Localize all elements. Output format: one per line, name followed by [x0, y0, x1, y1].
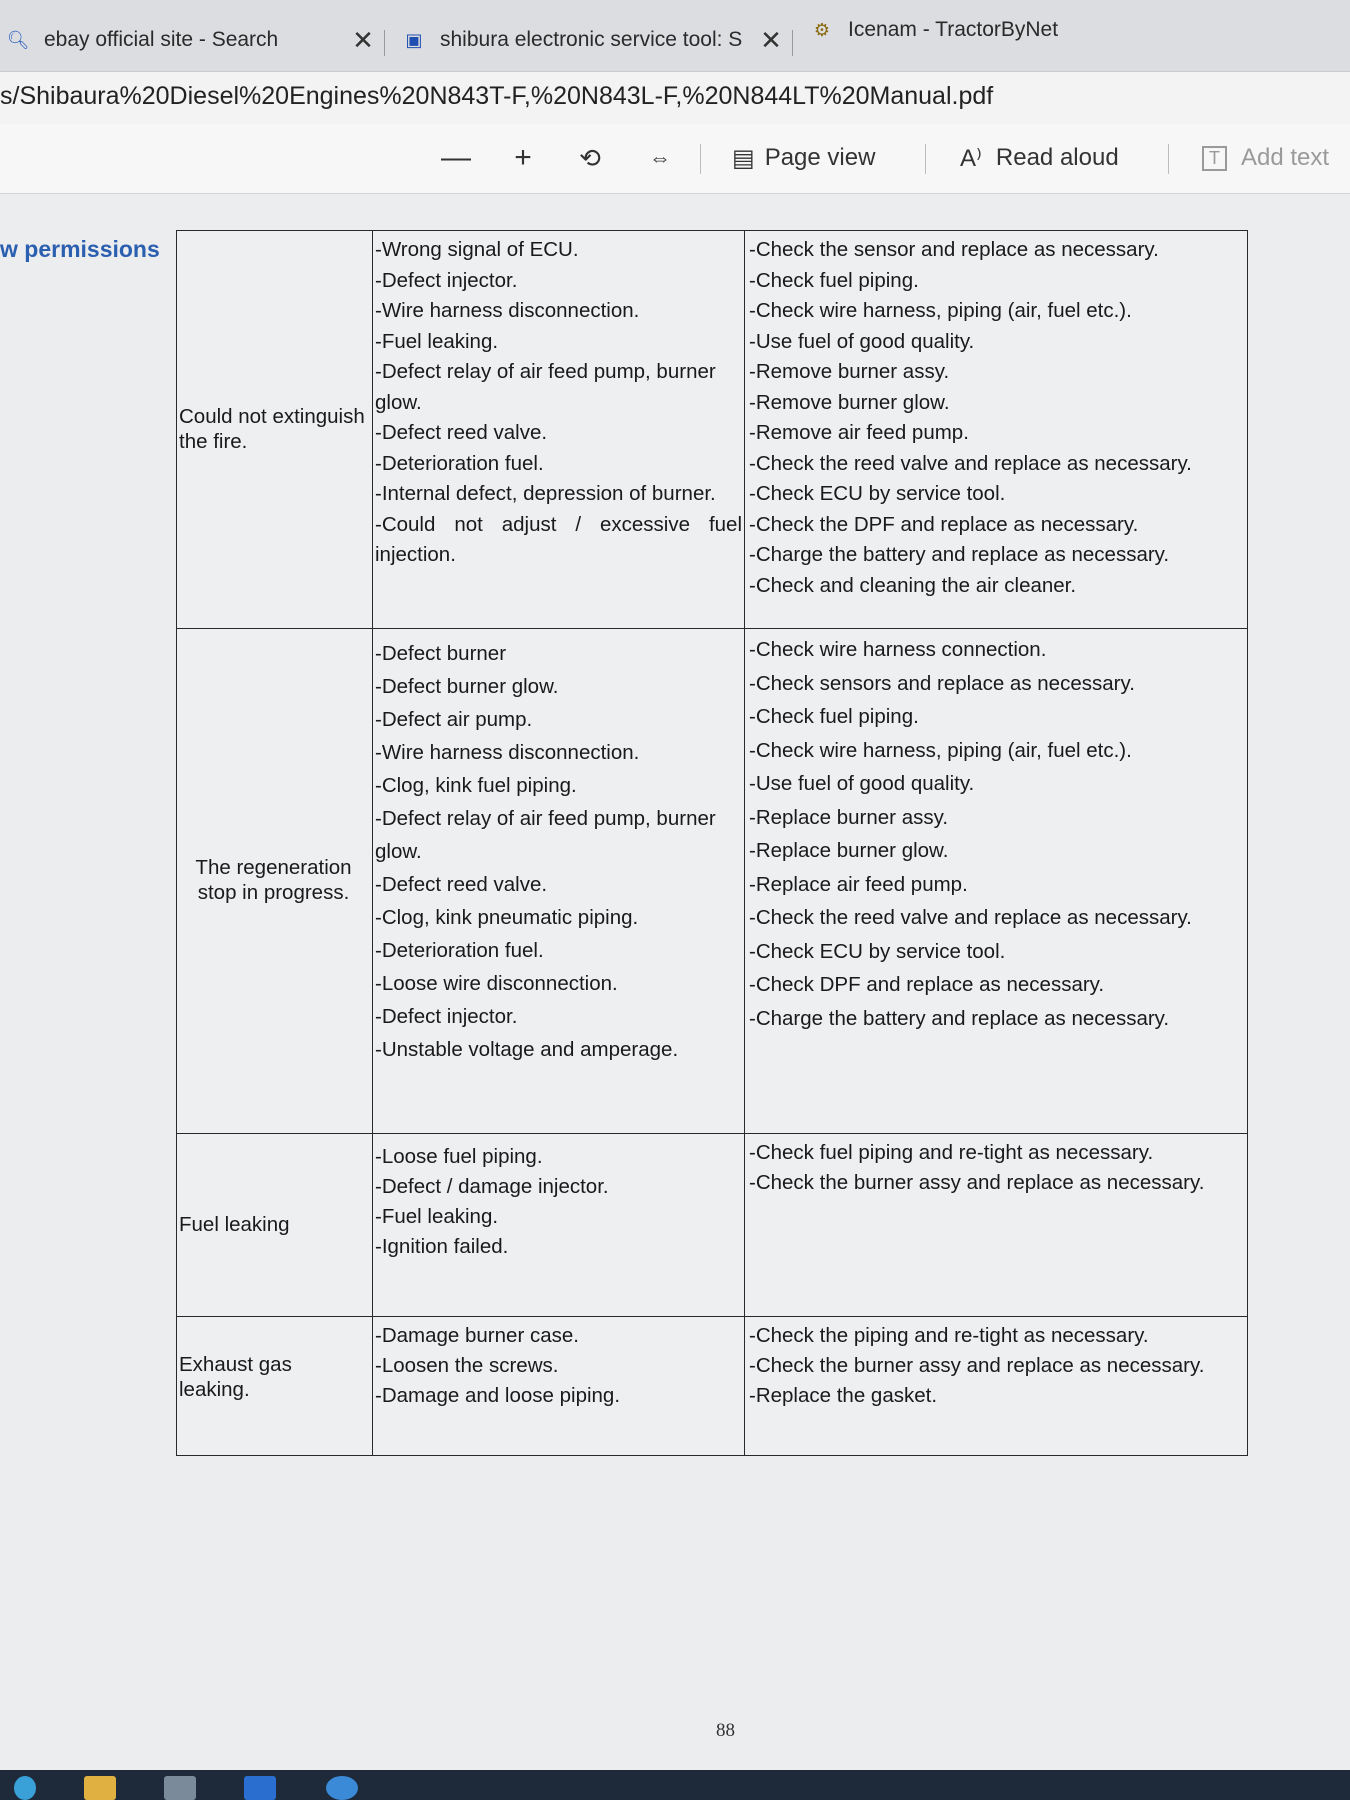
tab-separator — [792, 30, 793, 56]
cause-item: -Loosen the screws. — [375, 1354, 559, 1377]
remedy-item: -Replace burner assy. — [749, 805, 949, 829]
remedy-item: -Check the burner assy and replace as necessary. — [749, 1171, 1205, 1194]
read-aloud-label: Read aloud — [995, 144, 1119, 171]
remedy-item: -Check ECU by service tool. — [749, 482, 1006, 505]
close-tab-icon[interactable]: ✕ — [760, 24, 782, 55]
tab-title: Icenam - TractorByNet — [848, 18, 1059, 41]
add-text-icon: T — [1202, 146, 1227, 171]
address-bar[interactable] — [0, 72, 1350, 124]
remedy-item: -Check the piping and re-tight as necessary. — [749, 1324, 1149, 1347]
table-row — [177, 1134, 1248, 1317]
zoom-out-button[interactable]: — — [441, 141, 471, 174]
add-text-label: Add text — [1241, 144, 1330, 171]
remedy-item: -Use fuel of good quality. — [749, 772, 975, 795]
pdf-toolbar — [0, 124, 1350, 194]
remedy-item: -Check ECU by service tool. — [749, 939, 1006, 963]
fit-to-width-icon[interactable]: ⇔ — [649, 145, 671, 170]
toolbar-separator — [1168, 144, 1169, 174]
remedies-cell — [745, 629, 1248, 1134]
tab-shibura-service-tool[interactable] — [396, 14, 786, 66]
remedies-cell — [745, 1134, 1248, 1317]
cause-item: -Damage burner case. — [375, 1324, 579, 1347]
cause-item: -Wire harness disconnection. — [375, 741, 640, 764]
toolbar-separator — [700, 144, 701, 174]
read-aloud-icon: A⁾ — [960, 144, 982, 172]
tractor-icon: ⚙ — [813, 19, 831, 40]
cause-item: -Damage and loose piping. — [375, 1384, 621, 1407]
remedy-item: -Check DPF and replace as necessary. — [749, 973, 1105, 996]
cause-item: -Fuel leaking. — [375, 329, 499, 353]
mail-icon[interactable] — [244, 1776, 276, 1800]
table-row — [177, 629, 1248, 1134]
close-tab-icon[interactable]: ✕ — [352, 24, 374, 55]
remedy-item: -Check the sensor and replace as necessary. — [749, 238, 1159, 261]
add-text-button[interactable] — [1202, 138, 1329, 178]
cause-item: -Fuel leaking. — [375, 1205, 499, 1228]
os-taskbar — [0, 1770, 1350, 1800]
tab-ebay-search[interactable] — [0, 14, 378, 66]
cause-item: -Unstable voltage and amperage. — [375, 1038, 679, 1061]
tab-title: shibura electronic service tool: S — [440, 28, 743, 51]
cause-item: -Defect air pump. — [375, 708, 533, 731]
start-icon[interactable] — [14, 1776, 36, 1800]
cause-item: -Defect reed valve. — [375, 421, 548, 444]
remedy-item: -Check fuel piping. — [749, 268, 919, 292]
remedy-item: -Charge the battery and replace as necessary. — [749, 1006, 1170, 1030]
remedy-item: -Replace air feed pump. — [749, 872, 968, 896]
search-icon: 🔍︎ — [6, 29, 30, 50]
cause-item: -Loose wire disconnection. — [375, 972, 618, 995]
page-view-label: Page view — [764, 144, 876, 171]
tab-strip — [0, 0, 1350, 72]
toolbar-separator — [925, 144, 926, 174]
remedy-item: -Check and cleaning the air cleaner. — [749, 573, 1077, 597]
page-view-icon: ▤ — [732, 144, 755, 172]
remedies-cell — [745, 231, 1248, 629]
symptom-cell: Exhaust gas leaking. — [177, 1317, 373, 1456]
cause-item: -Loose fuel piping. — [375, 1145, 543, 1168]
tab-tractorbynet[interactable] — [804, 4, 1164, 56]
cause-item: -Defect reed valve. — [375, 873, 548, 896]
page-number: 88 — [716, 1720, 735, 1741]
cause-item: -Ignition failed. — [375, 1235, 509, 1258]
remedy-item: -Check wire harness connection. — [749, 638, 1047, 661]
permissions-link[interactable]: w permissions — [0, 236, 160, 262]
pdf-page — [0, 194, 1350, 1770]
tab-separator — [384, 30, 385, 56]
remedy-item: -Check sensors and replace as necessary. — [749, 671, 1135, 695]
zoom-in-button[interactable]: + — [514, 141, 532, 174]
cause-item: -Defect relay of air feed pump, burner glow. — [375, 360, 716, 414]
cause-item: -Defect relay of air feed pump, burner glow. — [375, 807, 716, 863]
remedy-item: -Use fuel of good quality. — [749, 329, 975, 353]
causes-cell — [373, 629, 745, 1134]
tab-title: ebay official site - Search — [44, 28, 279, 51]
cause-item: -Defect / damage injector. — [375, 1175, 609, 1198]
remedy-item: -Remove burner assy. — [749, 360, 950, 383]
symptom-cell: Could not extinguish the fire. — [177, 231, 373, 629]
remedy-item: -Check the reed valve and replace as necessary. — [749, 451, 1192, 475]
remedy-item: -Replace the gasket. — [749, 1384, 938, 1407]
url-text[interactable]: s/Shibaura%20Diesel%20Engines%20N843T-F,%20N843L-F,%20N844LT%20Manual.pdf — [0, 82, 994, 110]
cause-item: -Wrong signal of ECU. — [375, 238, 579, 261]
cause-item: -Clog, kink fuel piping. — [375, 774, 577, 797]
remedy-item: -Check wire harness, piping (air, fuel etc.). — [749, 738, 1132, 762]
table-row — [177, 231, 1248, 629]
cause-item: -Deterioration fuel. — [375, 939, 544, 962]
cause-item: -Deterioration fuel. — [375, 451, 544, 475]
remedy-item: -Charge the battery and replace as necessary. — [749, 543, 1170, 566]
remedy-item: -Check wire harness, piping (air, fuel etc.). — [749, 299, 1132, 322]
remedy-item: -Remove air feed pump. — [749, 421, 969, 444]
remedy-item: -Check fuel piping and re-tight as necessary. — [749, 1141, 1154, 1164]
cause-item: -Internal defect, depression of burner. — [375, 482, 716, 505]
causes-cell — [373, 231, 745, 629]
page-view-button[interactable] — [732, 138, 875, 178]
troubleshooting-table — [176, 230, 1248, 1456]
cause-item: -Defect burner — [375, 642, 507, 665]
causes-cell — [373, 1134, 745, 1317]
causes-cell — [373, 1317, 745, 1456]
remedy-item: -Check the reed valve and replace as necessary. — [749, 906, 1192, 929]
shopping-bag-icon: ▣ — [405, 29, 423, 50]
cause-item: -Wire harness disconnection. — [375, 299, 640, 322]
cause-item: -Could not adjust / excessive fuel injection. — [375, 512, 742, 566]
symptom-cell: Fuel leaking — [177, 1134, 373, 1317]
store-icon[interactable] — [164, 1776, 196, 1800]
remedy-item: -Check fuel piping. — [749, 705, 919, 728]
remedy-item: -Check the DPF and replace as necessary. — [749, 512, 1139, 536]
cause-item: -Defect injector. — [375, 268, 518, 292]
remedy-item: -Replace burner glow. — [749, 839, 949, 862]
symptom-cell: The regeneration stop in progress. — [177, 629, 373, 1134]
cause-item: -Defect burner glow. — [375, 675, 559, 698]
cause-item: -Defect injector. — [375, 1005, 518, 1028]
edge-browser-icon[interactable] — [326, 1776, 358, 1800]
table-row — [177, 1317, 1248, 1456]
remedy-item: -Check the burner assy and replace as necessary. — [749, 1354, 1205, 1377]
cause-item: -Clog, kink pneumatic piping. — [375, 906, 639, 929]
remedies-cell — [745, 1317, 1248, 1456]
remedy-item: -Remove burner glow. — [749, 390, 950, 414]
file-explorer-icon[interactable] — [84, 1776, 116, 1800]
rotate-icon[interactable]: ⟲ — [579, 142, 601, 173]
read-aloud-button[interactable] — [960, 138, 1119, 178]
